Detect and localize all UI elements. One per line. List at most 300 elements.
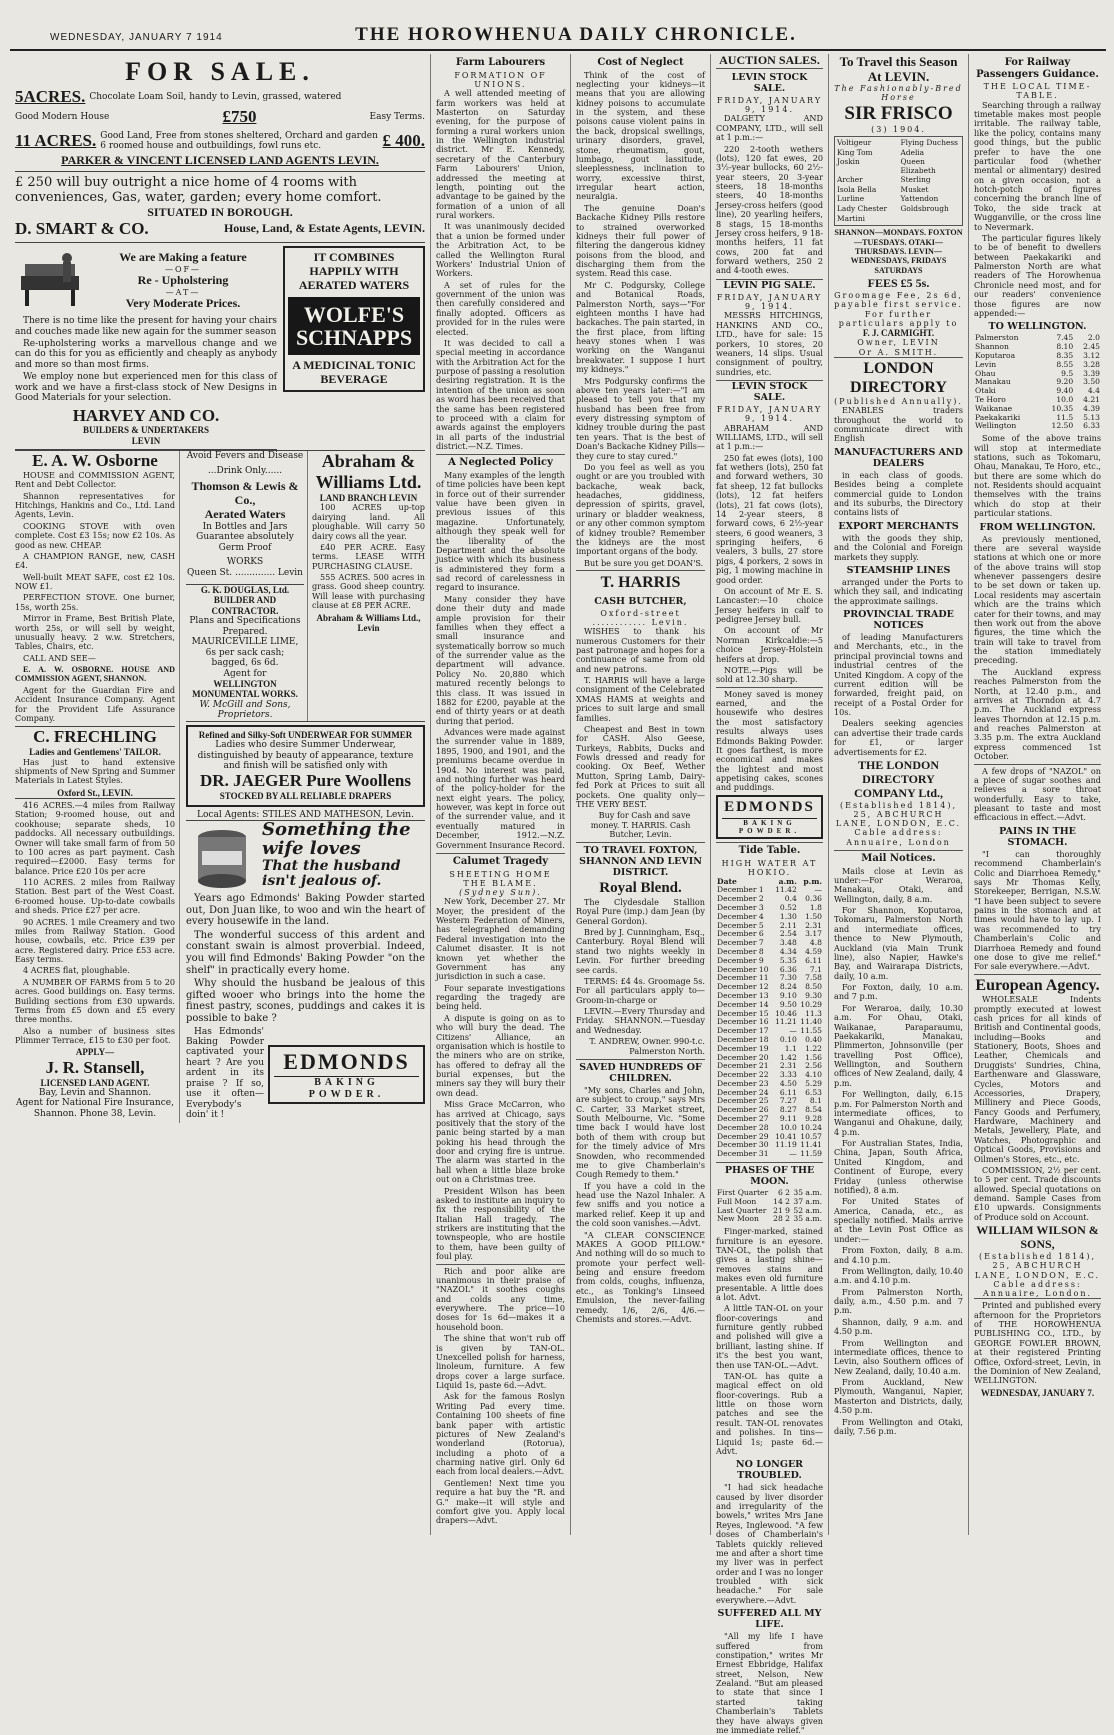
pedigree-entry: Adelia bbox=[900, 147, 925, 157]
article-para: It was decided to call a special meeting in accordance with the Arbitration Act for the purpose of passing a resolution desiring registration. It is the intention of the union as soon as word has been received that the same has been registered to proceed with a claim for awards against the employers in all parts of the industrial district.—N.Z. Times. bbox=[436, 337, 565, 451]
pedigree-entry: Flying Duchess bbox=[900, 137, 958, 147]
auction-heading: AUCTION SALES. bbox=[716, 54, 823, 69]
cost-neglect-heading: Cost of Neglect bbox=[597, 57, 684, 68]
mail-notice: From Wellington, daily, 10.40 a.m. and 4.10 p.m. bbox=[834, 1265, 963, 1286]
smart-row bbox=[15, 219, 425, 239]
tide-cell: 0.36 bbox=[805, 894, 822, 904]
abraham-sale-intro: ABRAHAM AND WILLIAMS, LTD., will sell at 1 p.m.:— bbox=[716, 422, 823, 452]
money-saved-advt: Money saved is money earned, and the housewife who desires the most satisfactory results always uses Edmonds Baking Powder. It goes farthest, is more economical and makes the lightest and most appetising cakes, scones and puddings. bbox=[716, 688, 823, 793]
moon-phase-cell: 9 bbox=[785, 1205, 790, 1215]
mail-notices-list bbox=[834, 867, 963, 1437]
mail-notices-heading: Mail Notices. bbox=[834, 850, 963, 865]
rail-station: Levin bbox=[975, 359, 997, 369]
article-para: Cheapest and Best in town for CASH. Also Geese, Turkeys, Rabbits, Ducks and Fowls dressed and ready for cooking. Ox Beef, Wether Mutton, Spring Lamb, Dairy-fed Pork at Prices to suit all pockets. One quality only—THE VERY BEST. bbox=[576, 723, 705, 809]
feature-heading: We are Making a feature bbox=[119, 250, 247, 265]
land-branch: LAND BRANCH LEVIN bbox=[319, 493, 418, 503]
friday-date: FRIDAY, JANUARY 9, 1914. bbox=[716, 405, 823, 424]
bred-line: The Fashionably-Bred Horse bbox=[834, 84, 963, 103]
apply-label: APPLY— bbox=[75, 1047, 115, 1058]
article-para: A set of rules for the government of the union was then carefully considered and finally adopted. Officers as provided for in the rules were elected. bbox=[436, 279, 565, 337]
manufacturers-heading: MANUFACTURERS AND DEALERS bbox=[834, 446, 963, 469]
london-dealers: Dealers seeking agencies can advertise their trade cards for £1, or larger advertisements for £2. bbox=[834, 718, 963, 757]
baking-tin-icon bbox=[186, 821, 258, 893]
osborne-item: Well-built MEAT SAFE, cost £2 10s. NOW £1. bbox=[15, 571, 175, 592]
pigs-note: NOTE.—Pigs will be sold at 12.30 sharp. bbox=[716, 664, 823, 685]
farm-listing: 110 ACRES. 2 miles from Railway Station. Best part of the West Coast. 6-roomed house. Up-to-date cowbails and sheds. Price £27 per acre. bbox=[15, 877, 175, 916]
tide-cell: December 11 bbox=[717, 973, 769, 983]
queen-street: Queen St. .............. Levin bbox=[187, 567, 303, 578]
article-para: Do you feel as well as you ought or are you troubled with backache, weak back, headaches, giddiness, depression of spirits, gravel, urinary or bladder weakness, or any other common symptom of kidney trouble? Remember the kidneys are the most important organs of the body. bbox=[576, 461, 705, 557]
rail-time: 12.50 bbox=[1051, 421, 1074, 431]
columns bbox=[10, 53, 1106, 1735]
abraham-foot: Abraham & Williams Ltd., Levin bbox=[316, 612, 421, 633]
osborne-item: Mirror in Frame, Best British Plate, worth 25s, or will sell by weight, unusually heavy. 2 w.w. Stretchers, Tables, Chairs, etc. bbox=[15, 613, 175, 652]
mail-notice: Mails close at Levin as under:—For Weraroa, Manakau, Otaki, and Wellington, daily, 8 a.m. bbox=[834, 865, 963, 904]
moon-phase-cell: 2 bbox=[785, 1214, 790, 1224]
high-water-subheading: HIGH WATER AT HOKIO. bbox=[721, 859, 818, 878]
rail-time: 9.40 bbox=[1056, 386, 1074, 396]
tide-cell: 1.8 bbox=[809, 902, 822, 912]
mail-notice: From Wellington and Otaki, daily, 7.56 p.m. bbox=[834, 1416, 963, 1436]
mail-notice: For Shannon, Koputaroa, Tokomaru, Palmerston North and intermediate offices, thence to New Plymouth, Auckland (via Main Trunk line), also Napier, Hawke's Bay, and Wairarapa Districts, daily, 10 a.m. bbox=[834, 905, 963, 981]
tide-cell: December 27 bbox=[717, 1114, 769, 1124]
dalgety-items: 220 2-tooth wethers (lots), 120 fat ewes, 20 3½-year bullocks, 60 2½-year steers, 20 3-year steers, 18 18-months steers, 40 18-months Jersey-cross heifers (good line), 20 yearling heifers, 8 stags, 15 18-months Jersey cross heifers, 9 18-months heifers, 11 fat cows, 200 fat and forward wethers, 250 2 and 4-tooth ewes. bbox=[716, 143, 823, 276]
masthead bbox=[10, 6, 1106, 51]
nazol-advt: A few drops of "NAZOL" on a piece of sugar soothes and relieves a sore throat wonderfully. Easy to take, pleasant to taste and most efficacious in effect.—Advt. bbox=[974, 765, 1101, 823]
moon-phase-cell: 14 bbox=[773, 1196, 783, 1206]
tide-cell: 11.3 bbox=[805, 1008, 822, 1018]
mail-notice: Shannon, daily, 9 a.m. and 4.50 p.m. bbox=[834, 1316, 963, 1337]
rail-station: Waikanae bbox=[975, 403, 1013, 413]
edmonds-logo-small bbox=[716, 795, 823, 840]
tide-cell: 9.10 bbox=[779, 990, 797, 1000]
harris-name: T. HARRIS bbox=[576, 570, 705, 593]
tanol-magic-advt: TAN-OL has quite a magical effect on old floor-coverings. Rub a little on those worn patches and see the result. TAN-OL renovates and polishes. In tins—Liquid 1s; paste 6d.—Advt. bbox=[716, 1370, 823, 1456]
masthead-title: THE HOROWHENUA DAILY CHRONICLE. bbox=[355, 24, 797, 45]
rail-time: 3.39 bbox=[1083, 368, 1100, 378]
local-timetable: THE LOCAL TIME-TABLE. bbox=[983, 82, 1092, 101]
london-para: ENABLES traders throughout the world to communicate direct with English bbox=[834, 405, 963, 444]
tide-cell: December 17 bbox=[717, 1026, 769, 1036]
wolfes-schnapps: WOLFE'S SCHNAPPS bbox=[288, 297, 420, 355]
rail-time: 8.55 bbox=[1056, 359, 1074, 369]
article-para: Mr C. Podgursky, College and Botanical Roads, Palmerston North, says—"For eighteen months I have had backaches. The pain started, in the first place, from lifting heavy stones when I was working on the Wanganui breakwater. I suppose I hurt my kidneys." bbox=[576, 279, 705, 375]
sheeting-subheading: SHEETING HOME THE BLAME. bbox=[449, 869, 552, 888]
tide-cell: 11.40 bbox=[800, 1017, 822, 1027]
finger-marked-advt: Finger-marked, stained furniture is an eyesore. TAN-OL, the polish that gives a lasting shine—removes stains and makes even old furniture presentable. A little does a lot. Advt. bbox=[716, 1226, 823, 1302]
harvey-name: HARVEY AND CO. bbox=[72, 405, 220, 425]
tide-cell: December 6 bbox=[717, 929, 764, 939]
london-para: with the goods they ship, and the Colonial and Foreign markets they supply. bbox=[834, 532, 963, 562]
stand-days: SHANNON—MONDAYS. FOXTON—TUESDAYS. OTAKI—THURSDAYS. LEVIN—WEDNESDAYS, FRIDAYS SATURDAYS bbox=[834, 228, 963, 275]
tide-cell: December 7 bbox=[717, 938, 764, 948]
abraham-listing: 555 ACRES. 500 acres in grass. Good sheep country. Will lease with purchasing clause at £8 PER ACRE. bbox=[312, 572, 425, 611]
article-para: But be sure you get DOAN'S. bbox=[584, 557, 704, 568]
harris-addr: Oxford-street ............ Levin. bbox=[592, 608, 689, 627]
steamship-heading: STEAMSHIP LINES bbox=[846, 564, 951, 576]
moon-phase-cell: 35 a.m. bbox=[793, 1188, 822, 1198]
tide-cell: 10.24 bbox=[800, 1122, 822, 1132]
tide-cell: December 29 bbox=[717, 1131, 769, 1141]
article-para: Many consider they have done their duty and made ample provision for their families when they effect a small insurance and systematically borrow so much of the surrender value as the department will advance. Policy No. 20,880 which matured recently belongs to this class. It was issued in 1882 for £200, payable at the end of thirty years or at death during that period. bbox=[436, 593, 565, 726]
pedigree-entry: Joskin bbox=[837, 157, 860, 167]
rail-time: 3.12 bbox=[1083, 350, 1100, 360]
eleven-acres-heading: 11 ACRES. bbox=[15, 131, 97, 151]
wolfes-ad bbox=[283, 243, 425, 450]
harvey-town: LEVIN bbox=[131, 435, 161, 446]
osborne-foot: E. A. W. OSBORNE. HOUSE AND COMMISSION AGENT, SHANNON. bbox=[15, 665, 175, 684]
upholstery-ad bbox=[15, 243, 277, 450]
for-sale-ad bbox=[15, 54, 425, 172]
wilson-addr: 25, ABCHURCH LANE, LONDON, E.C. Cable address: Annuaire, London. bbox=[974, 1261, 1101, 1299]
germ-proof: Guarantee absolutely Germ Proof bbox=[196, 532, 294, 553]
article-para: "My sons, Charles and John, are subject to croup," says Mrs C. Carter, 33 Market street, South Melbourne, Vic. "Some time back I would have lost both of them with croup but for the timely advice of Mrs Snowden, who recommended me to give Chamberlain's Cough Remedy to them." bbox=[576, 1084, 705, 1180]
tide-cell: 11.19 bbox=[775, 1140, 797, 1150]
tide-cell: 5.29 bbox=[805, 1078, 822, 1088]
stansell-town: Bay, Levin and Shannon. bbox=[38, 1088, 152, 1099]
tide-cell: 8.24 bbox=[779, 982, 797, 992]
london-para: arranged under the Ports to which they sail, and indicating the approximate sailings. bbox=[834, 576, 963, 606]
carmight-owner: Owner, LEVIN bbox=[857, 338, 940, 348]
suffered-heading: SUFFERED ALL MY LIFE. bbox=[717, 1608, 822, 1631]
pedigree-entry: Lurline bbox=[837, 194, 865, 204]
mcgill-proprietors: W. McGill and Sons, Proprietors. bbox=[199, 699, 291, 721]
tide-cell: December 8 bbox=[717, 946, 764, 956]
edmonds-question: Has Edmonds' Baking Powder captivated your heart ? Are you ardent in its praise ? If so, use it often—Everybody's doin' it ! bbox=[186, 1026, 264, 1121]
rail-station: Paekakariki bbox=[975, 412, 1021, 422]
tide-cell: 7.30 bbox=[779, 973, 797, 983]
pedigree-table bbox=[834, 136, 963, 226]
wolfes-medicinal: A MEDICINAL TONIC BEVERAGE bbox=[292, 358, 416, 386]
london-para: in each class of goods. Besides being a complete commercial guide to London and its suburbs, the Directory contains lists of bbox=[834, 469, 963, 518]
tide-cell: 6.11 bbox=[805, 955, 822, 965]
five-acres-home: Good Modern House bbox=[15, 111, 110, 122]
tide-cell: December 18 bbox=[717, 1034, 769, 1044]
eleven-acres-row bbox=[15, 131, 425, 152]
abraham-listing: £40 PER ACRE. Easy terms. LEASE WITH PURCHASING CLAUSE. bbox=[312, 541, 425, 571]
article-para: President Wilson has been asked to institute an inquiry to fix the responsibility of the Italian Hall tragedy. The strikers are instituting that the townspeople, who are hostile to them, have been guilty of foul play. bbox=[436, 1185, 565, 1262]
farm-listing: 416 ACRES.—4 miles from Railway Station; 9-roomed house, out and cookhouse; separate sheds, 10 paddocks. All necessary outbuildings. Owner will take small farm of from 50 to 100 acres as part payment. Cash required—£2000. Easy terms for balance. Price £20 10s per acre bbox=[15, 800, 175, 876]
frisco-year: (3) 1904. bbox=[871, 124, 926, 134]
pedigree-entry: Queen Elizabeth bbox=[900, 157, 936, 175]
imprint: Printed and published every afternoon for the Proprietors of THE HOROWHENUA PUBLISHING CO., LTD., by GEORGE FOWLER BROWN, at their registered Printing Office, Oxford-street, Levin, in the Dominion of New Zealand, WELLINGTON. bbox=[974, 1300, 1101, 1386]
tide-cell: 8.27 bbox=[779, 1105, 797, 1115]
masthead-date: WEDNESDAY, JANUARY 7 1914 bbox=[50, 32, 223, 43]
tide-cell: 11.55 bbox=[800, 1026, 822, 1036]
tide-cell: December 22 bbox=[717, 1070, 769, 1080]
tide-cell: 1.42 bbox=[779, 1052, 797, 1062]
stock-sale: LEVIN STOCK SALE. bbox=[716, 380, 823, 403]
tide-cell: 1.22 bbox=[805, 1043, 822, 1053]
hat-advt: Gentlemen! Next time you require a hat buy the "R. and G." make—it will style and comfort give you. Apply local drapers—Advt. bbox=[436, 1477, 565, 1526]
railway-para: As previously mentioned, there are several wayside stations at which one or more of the above trains will stop whenever passengers desire to be set down or taken up. Local residents may ascertain which are the trains which cater for their towns, and may then work out from the above figures, the time which the train will take to travel from the station immediately preceding. bbox=[974, 533, 1101, 666]
rail-time: 8.35 bbox=[1056, 350, 1074, 360]
moderate-prices: Very Moderate Prices. bbox=[125, 296, 241, 311]
rail-time: 11.5 bbox=[1056, 412, 1074, 422]
rail-time: 3.50 bbox=[1083, 377, 1100, 387]
pedigree-entry: Martini bbox=[837, 213, 865, 223]
tide-cell: 4.10 bbox=[805, 1070, 822, 1080]
of-divider: —OF— bbox=[164, 264, 202, 274]
tide-cell: 4.8 bbox=[809, 938, 822, 948]
tide-cell: December 4 bbox=[717, 911, 764, 921]
sydney-source: (Sydney Sun). bbox=[459, 888, 542, 898]
wolfes-combines: IT COMBINES HAPPILY WITH AERATED WATERS bbox=[298, 250, 410, 292]
rail-time: 4.39 bbox=[1083, 403, 1100, 413]
five-acres-heading: 5ACRES. bbox=[15, 87, 86, 107]
particulars: For further particulars apply to bbox=[838, 309, 959, 328]
moon-phase-cell: 52 a.m. bbox=[793, 1205, 822, 1215]
tide-cell: 2.31 bbox=[805, 920, 822, 930]
tide-cell: December 14 bbox=[717, 999, 769, 1009]
osborne-item: PERFECTION STOVE. One burner, 15s, worth 25s. bbox=[15, 592, 175, 612]
article-para: Advances were made against the surrender value in 1889, 1895, 1900, and 1901, and the premiums became overdue in 1904. No interest was paid, and nothing further was heard of the policy-holder for the next eight years. The policy, however, was kept in force out of the surrender value, and it eventually matured in December, 1912.—N.Z. Government Insurance Record. bbox=[436, 727, 565, 850]
groomage: Groomage Fee, 2s 6d, payable first service. bbox=[834, 290, 963, 310]
rail-time: 9.20 bbox=[1056, 377, 1074, 387]
rail-time: 2.0 bbox=[1087, 333, 1100, 343]
jaeger-ad bbox=[186, 725, 425, 807]
five-acres-price-row bbox=[15, 107, 425, 127]
carmight-name: F. J. CARMIGHT. bbox=[862, 328, 935, 339]
no-longer-heading: NO LONGER TROUBLED. bbox=[735, 1459, 804, 1482]
works-label: WORKS bbox=[226, 557, 264, 568]
tide-cell: December 9 bbox=[717, 955, 764, 965]
reupholstering-heading: Re - Upholstering bbox=[137, 273, 229, 288]
moon-phase-cell: 2 bbox=[785, 1188, 790, 1198]
five-acres-row bbox=[15, 87, 425, 107]
frechling-para: Has just to hand extensive shipments of New Spring and Summer Materials in Latest Styles. bbox=[15, 756, 175, 786]
tide-cell: December 10 bbox=[717, 964, 769, 974]
tide-col-header: p.m. bbox=[803, 876, 822, 886]
tide-cell: 1.1 bbox=[784, 1043, 797, 1053]
column-railway bbox=[968, 54, 1106, 1535]
tide-cell: 7.27 bbox=[779, 1096, 797, 1106]
rail-station: Shannon bbox=[975, 342, 1009, 352]
roslyn-advt: Ask for the famous Roslyn Writing Pad every time. Containing 100 sheets of fine bank paper with artistic pictures of New Zealand's wonderland (Rotorua), including a photo of a charming native girl. Only 6d each from local dealers.—Advt. bbox=[436, 1391, 565, 1477]
tide-cell: 6.36 bbox=[779, 964, 797, 974]
pillow-advt: "A CLEAR CONSCIENCE MAKES A GOOD PILLOW." And nothing will do so much to promote your perfect well-being and ensure freedom from colds, coughs, influenza, etc., as Tonking's Linseed Emulsion, the never-failing remedy. 1/6, 2/6, 4/6.—Chemists and stores.—Advt. bbox=[576, 1229, 705, 1324]
edmonds-wife-ad bbox=[186, 821, 425, 1122]
moon-phase-cell: 37 a.m. bbox=[793, 1196, 822, 1206]
pedigree-entry: King Tom bbox=[837, 147, 873, 157]
jaeger-top: Refined and Silky-Soft UNDERWEAR FOR SUMMER bbox=[198, 729, 413, 740]
sir-frisco-name: SIR FRISCO bbox=[844, 102, 953, 124]
tide-cell: December 23 bbox=[717, 1078, 769, 1088]
mail-notice: For United States of America, Canada, etc., as specially notified. Mails arrive at the Levin Post Office as under:— bbox=[834, 1196, 963, 1244]
smart-buy-250: £ 250 will buy outright a nice home of 4 rooms with conveniences, Gas, water, garden; every home comfort. bbox=[15, 175, 382, 206]
rail-time: 5.13 bbox=[1083, 412, 1100, 422]
article-para: Think of the cost of neglecting your kidneys—it means that you are allowing kidney poisons to accumulate in the system, and these poisons cause violent pains in the back, dropsical swellings, urinary disorders, gravel, stone, rheumatism, gout, lumbago, gout lassitude, sleeplessness, inclination to worry, excessive thirst, irregular heart action, neuralgia. bbox=[576, 69, 705, 202]
osborne-name: E. A. W. Osborne bbox=[32, 451, 158, 471]
farm-listing: A NUMBER OF FARMS from 5 to 20 acres. Good buildings on. Easy terms. Building sections from £30 upwards. Terms from £5 down and £5 every three months. bbox=[15, 976, 175, 1025]
tide-cell: 9.30 bbox=[805, 990, 822, 1000]
rail-time: 4.21 bbox=[1083, 394, 1100, 404]
tide-cell: 3.33 bbox=[779, 1070, 797, 1080]
moon-phases-heading: PHASES OF THE MOON. bbox=[716, 1162, 823, 1187]
rail-time: 8.10 bbox=[1056, 342, 1074, 352]
european-agency-heading: European Agency. bbox=[974, 974, 1101, 996]
smith-name: Or A. SMITH. bbox=[858, 347, 939, 357]
tide-cell: 7.1 bbox=[809, 964, 822, 974]
tide-cell: 0.10 bbox=[779, 1034, 797, 1044]
rail-station: Wellington bbox=[975, 421, 1017, 431]
european-para: WHOLESALE Indents promptly executed at lowest cash prices for all kinds of British and Continental goods, including—Books and Stationery, Boots, Shoes and Leather, Chemicals and Druggists' Sundries, China, Earthenware and Glassware, Cycles, Motors and Accessories, Drapery, Millinery and Piece Goods, Fancy Goods and Perfumery, Hardware, Machinery and Metals, Jewellery, Plate, and Watches, Photographic and Optical Goods, Provisions and Oilmen's Stores, etc., etc. bbox=[974, 994, 1101, 1164]
rail-time: 10.0 bbox=[1056, 394, 1074, 404]
aerated-waters: Aerated Waters bbox=[204, 506, 286, 521]
stansell-sub: LICENSED LAND AGENT. bbox=[40, 1077, 150, 1088]
tanol-floor-advt: A little TAN-OL on your floor-coverings and furniture gently rubbed and polished will give a brilliant, lasting shine. If it's the best you want, then use TAN-OL.—Advt. bbox=[716, 1303, 823, 1370]
tide-cell: 1.50 bbox=[805, 911, 822, 921]
harvey-ad bbox=[15, 243, 277, 450]
tide-cell: 0.4 bbox=[784, 894, 797, 904]
smart-ad bbox=[15, 172, 425, 243]
harris-sub: CASH BUTCHER, bbox=[594, 595, 687, 607]
tide-cell: 9.11 bbox=[779, 1114, 797, 1124]
article-para: The genuine Doan's Backache Kidney Pills restore to strained overworked kidneys their full power of filtering the dangerous kidney poisons from the blood, and discharging them from the system. Read this case. bbox=[576, 202, 705, 279]
mail-notice: For Wellington, daily, 6.15 p.m. For Palmerston North and intermediate offices, to Wanganui and Ohakune, daily, 4 p.m. bbox=[834, 1089, 963, 1137]
tide-cell: 4.50 bbox=[779, 1078, 797, 1088]
railway-heading: For Railway Passengers Guidance. bbox=[976, 57, 1099, 80]
tide-cell: December 25 bbox=[717, 1096, 769, 1106]
tide-cell: December 1 bbox=[717, 885, 764, 895]
moon-phase-cell: New Moon bbox=[717, 1214, 759, 1224]
smart-tag: House, Land, & Estate Agents, LEVIN. bbox=[223, 221, 425, 236]
abraham-name: Abraham & Williams Ltd. bbox=[315, 451, 422, 493]
pedigree-entry: Goldsbrough bbox=[900, 204, 949, 214]
moon-phase-cell: 6 bbox=[777, 1188, 783, 1198]
osborne-agent: Agent for the Guardian Fire and Accident Insurance Company. Agent for the Provident Life Assurance Company. bbox=[15, 684, 175, 723]
tide-cell: 0.40 bbox=[805, 1034, 822, 1044]
tide-cell: 1.30 bbox=[779, 911, 797, 921]
tide-cell: 2.56 bbox=[805, 1061, 822, 1071]
five-acres-terms: Easy Terms. bbox=[369, 111, 425, 122]
tide-cell: December 5 bbox=[717, 920, 764, 930]
tide-cell: 4.59 bbox=[805, 946, 822, 956]
jaeger-agents: Local Agents: STILES AND MATHESON, Levin. bbox=[186, 810, 425, 821]
osborne-reps: Shannon representatives for Hitchings, Hankins and Co., Ltd. Land Agents, Levin. bbox=[15, 490, 175, 520]
tide-cell: 10.0 bbox=[779, 1122, 797, 1132]
article-para: WISHES to thank his numerous Customers for their past patronage and hopes for a continuance of same from old and new patrons. bbox=[576, 626, 705, 674]
rail-station: Otaki bbox=[975, 386, 996, 396]
douglas-plans: Plans and Specifications Prepared. MAURICEVILLE LIME, 6s per sack cash; bagged, 6s 6d. bbox=[189, 616, 301, 669]
tide-cell: 11.41 bbox=[800, 1140, 822, 1150]
edmonds-logo-sub: BAKING POWDER. bbox=[722, 818, 817, 835]
pains-para: "I can thoroughly recommend Chamberlain's Colic and Diarrhoea Remedy," says Mr Thomas Kelly, Storekeeper, Berrigan, N.S.W. "I have been subject to severe pains in the stomach and at times would have to lay up. I was recommended to try Chamberlain's Colic and Diarrhoea Remedy and found one dose to give me relief." For sale everywhere.—Advt. bbox=[974, 848, 1101, 972]
tide-cell: December 21 bbox=[717, 1061, 769, 1071]
tide-row bbox=[716, 1150, 823, 1159]
rail-station: Te Horo bbox=[975, 394, 1006, 404]
tide-table-heading: Tide Table. bbox=[716, 842, 823, 857]
tanol-advt: The shine that won't rub off is given by TAN-OL. Unexcelled polish for harness, linoleum, furniture. A few drops cover a large surface. Liquid 1s, paste 6d.—Advt. bbox=[436, 1333, 565, 1391]
column-news-2 bbox=[570, 54, 710, 1535]
railway-para: The particular figures likely to be of benefit to dwellers between Paekakariki and Palmerston North are what readers of The Horowhenua Chronicle need most, and for our readers' convenience those figures are now appended:— bbox=[974, 232, 1101, 318]
friday-date: FRIDAY, JANUARY 9, 1914. bbox=[716, 95, 823, 115]
tide-cell: 10.46 bbox=[775, 1008, 797, 1018]
rail-time: 10.35 bbox=[1051, 403, 1074, 413]
dalgety-intro: DALGETY AND COMPANY, LTD., will sell at 1 p.m.:— bbox=[716, 113, 823, 143]
article-para: Many examples of the length of time policies have been kept in force out of their surrender value have been given in previous issues of this magazine. Unfortunately, although they speak well for the liberality of the Department and the absolute justice with which its business is administered they form a sad record of carelessness in regard to insurance. bbox=[436, 469, 565, 593]
moon-phase-cell: Last Quarter bbox=[717, 1205, 767, 1215]
tide-cell: 0.52 bbox=[779, 902, 797, 912]
osborne-sub: HOUSE and COMMISSION AGENT, Rent and Debt Collector. bbox=[15, 469, 175, 490]
fees: FEES £5 5s. bbox=[867, 276, 930, 291]
pedigree-entry: Isola Bella bbox=[837, 184, 877, 194]
railway-para: Some of the above trains will stop at intermediate stations, such as Tokomaru, Ohau, Manakau, Te Horo, etc., but there are some which do not. Residents should acquaint themselves with the trains which do stop at their particular stations. bbox=[974, 433, 1101, 519]
edmonds-logo-text: EDMONDS bbox=[724, 798, 815, 815]
chair-illustration bbox=[15, 246, 85, 316]
tide-cell: 8.1 bbox=[809, 1096, 822, 1106]
monumental-works: WELLINGTON MONUMENTAL WORKS. bbox=[192, 678, 298, 700]
article-para: The Clydesdale Stallion Royal Pure (imp.) dam Jean (by General Gordon). bbox=[576, 896, 705, 926]
pedigree-entry: Archer bbox=[837, 175, 863, 185]
farm-listing: 90 ACRES. 1 mile Creamery and two miles from Railway Station. Good house, cowbails, etc. Price £39 per acre. Registered dairy. Price £53 acre. Easy terms. bbox=[15, 916, 175, 965]
douglas-builder: BUILDER AND CONTRACTOR. bbox=[211, 595, 279, 616]
smart-borough: SITUATED IN BOROUGH. bbox=[147, 204, 293, 219]
farm-labourers-heading: Farm Labourers bbox=[455, 57, 546, 68]
tide-cell: 7.58 bbox=[805, 973, 822, 983]
tide-cell: 8.50 bbox=[805, 982, 822, 992]
kirkcaldie-account: On account of Mr Norman Kirkcaldie:—5 choice Jersey-Holstein heifers at drop. bbox=[716, 625, 823, 664]
wilson-name: WILLIAM WILSON & SONS, bbox=[976, 1223, 1099, 1252]
published-annually: (Published Annually). bbox=[834, 397, 963, 407]
tide-cell: December 28 bbox=[717, 1122, 769, 1132]
husband-not-jealous: That the husband isn't jealous of. bbox=[262, 857, 401, 889]
column-auction-tide bbox=[710, 53, 828, 1735]
at-divider: —AT— bbox=[165, 288, 201, 298]
tide-cell: December 2 bbox=[717, 894, 764, 904]
tide-cell: — bbox=[789, 1026, 797, 1036]
edmonds-tin-illustration bbox=[186, 821, 258, 893]
douglas-name: G. K. DOUGLAS, Ltd. bbox=[186, 584, 304, 595]
article-para: Miss Grace McCarron, who has arrived at Chicago, says positively that the story of the panic being started by a man poking his head through the door and crying fire is untrue. The alarm was started in the hall when a little blaze broke out on a Christmas tree. bbox=[436, 1099, 565, 1185]
wilson-est: (Established 1814), bbox=[979, 1252, 1096, 1262]
moon-phase-cell: 35 a.m. bbox=[793, 1214, 822, 1224]
pedigree-entry: Lady Chester bbox=[837, 204, 888, 214]
suffered-para: "All my life I have suffered from constipation," writes Mr Ernest Ebbridge, Halifax street, Nelson, New Zealand. "But am pleased to state that since I started taking Chamberlain's Tablets they have always given me immediate relief." bbox=[716, 1631, 823, 1735]
railway-para: Searching through a railway timetable makes most people irritable. The railway table, like the policy, contains many good things, but the public prefer to have the one particular food (whether mental or alimentary) desired on a given occasion, not a hotch-potch of figures concerning the branch line of Toko, the side track at Wugganville, or the cross line to Nevermark. bbox=[974, 99, 1101, 232]
rail-station: Koputaroa bbox=[975, 350, 1016, 360]
moon-phase-cell: First Quarter bbox=[717, 1188, 769, 1198]
osborne-item: CALL AND SEE— bbox=[23, 652, 96, 663]
tide-cell: 5.35 bbox=[779, 955, 797, 965]
feature-para-1: There is no time like the present for having your chairs and couches made like new again for the summer season bbox=[15, 316, 277, 337]
thomson-lewis: Thomson & Lewis & Co., bbox=[191, 479, 299, 508]
tide-cell: — bbox=[814, 885, 822, 895]
abraham-sale-items: 250 fat ewes (lots), 100 fat wethers (lots), 250 fat and forward wethers, 30 fat sheep, 12 fat bullocks (lots), 12 fat heifers (lots), 21 fat cows (lots), 14 2-year steers, 8 forward cows, 6 2½-year steers, 6 good weaners, 3 springing heifers, 6 vealers, 3 bulls, 27 store pigs, 4 porkers, 2 sows in pig, 1 mowing machine in good order. bbox=[716, 452, 823, 585]
osborne-item: A CHAMPION RANGE, new, CASH £4. bbox=[15, 550, 175, 571]
frechling-sub: Ladies and Gentlemens' TAILOR. bbox=[29, 747, 161, 758]
tide-cell: 1.56 bbox=[805, 1052, 822, 1062]
to-wellington-heading: TO WELLINGTON. bbox=[988, 321, 1087, 333]
mail-notice: For Australian States, India, China, Japan, South Africa, United Kingdom, and Continent of Europe, every Friday (unless otherwise notified), 8 a.m. bbox=[834, 1138, 963, 1195]
nazol-advt: Rich and poor alike are unanimous in their praise of "NAZOL" it soothes coughs and colds any time, everywhere. The price—10 doses for 1s 6d—makes it a household boon. bbox=[436, 1265, 565, 1332]
osborne-abraham-block bbox=[15, 450, 425, 1122]
article-para: T. HARRIS will have a large consignment of the Celebrated XMAS HAMS at weights and prices to suit large and small families. bbox=[576, 675, 705, 723]
douglas-agent-for: Agent for bbox=[223, 668, 267, 679]
five-acres-price: £750 bbox=[222, 106, 257, 126]
pedigree-entry: Musket bbox=[900, 184, 929, 194]
commission-para: COMMISSION, 2½ per cent. to 5 per cent. Trade discounts allowed. Special quotations on demand. Sample Cases from £10 upwards. Consignments of Produce sold on Account. bbox=[974, 1164, 1101, 1222]
article-para: TERMS: £4 4s. Groomage 5s. For all particulars apply to—Groom-in-charge or bbox=[576, 975, 705, 1005]
tide-cell: 10.57 bbox=[800, 1131, 822, 1141]
tide-cell: 4.34 bbox=[779, 946, 797, 956]
footer-date: WEDNESDAY, JANUARY 7. bbox=[980, 1387, 1095, 1398]
moon-phase-cell: Full Moon bbox=[717, 1196, 757, 1206]
saved-heading: SAVED HUNDREDS OF CHILDREN. bbox=[576, 1059, 705, 1084]
tide-cell: 2.31 bbox=[779, 1061, 797, 1071]
eleven-acres-price: £ 400. bbox=[382, 131, 425, 151]
for-sale-heading: FOR SALE. bbox=[125, 57, 315, 86]
